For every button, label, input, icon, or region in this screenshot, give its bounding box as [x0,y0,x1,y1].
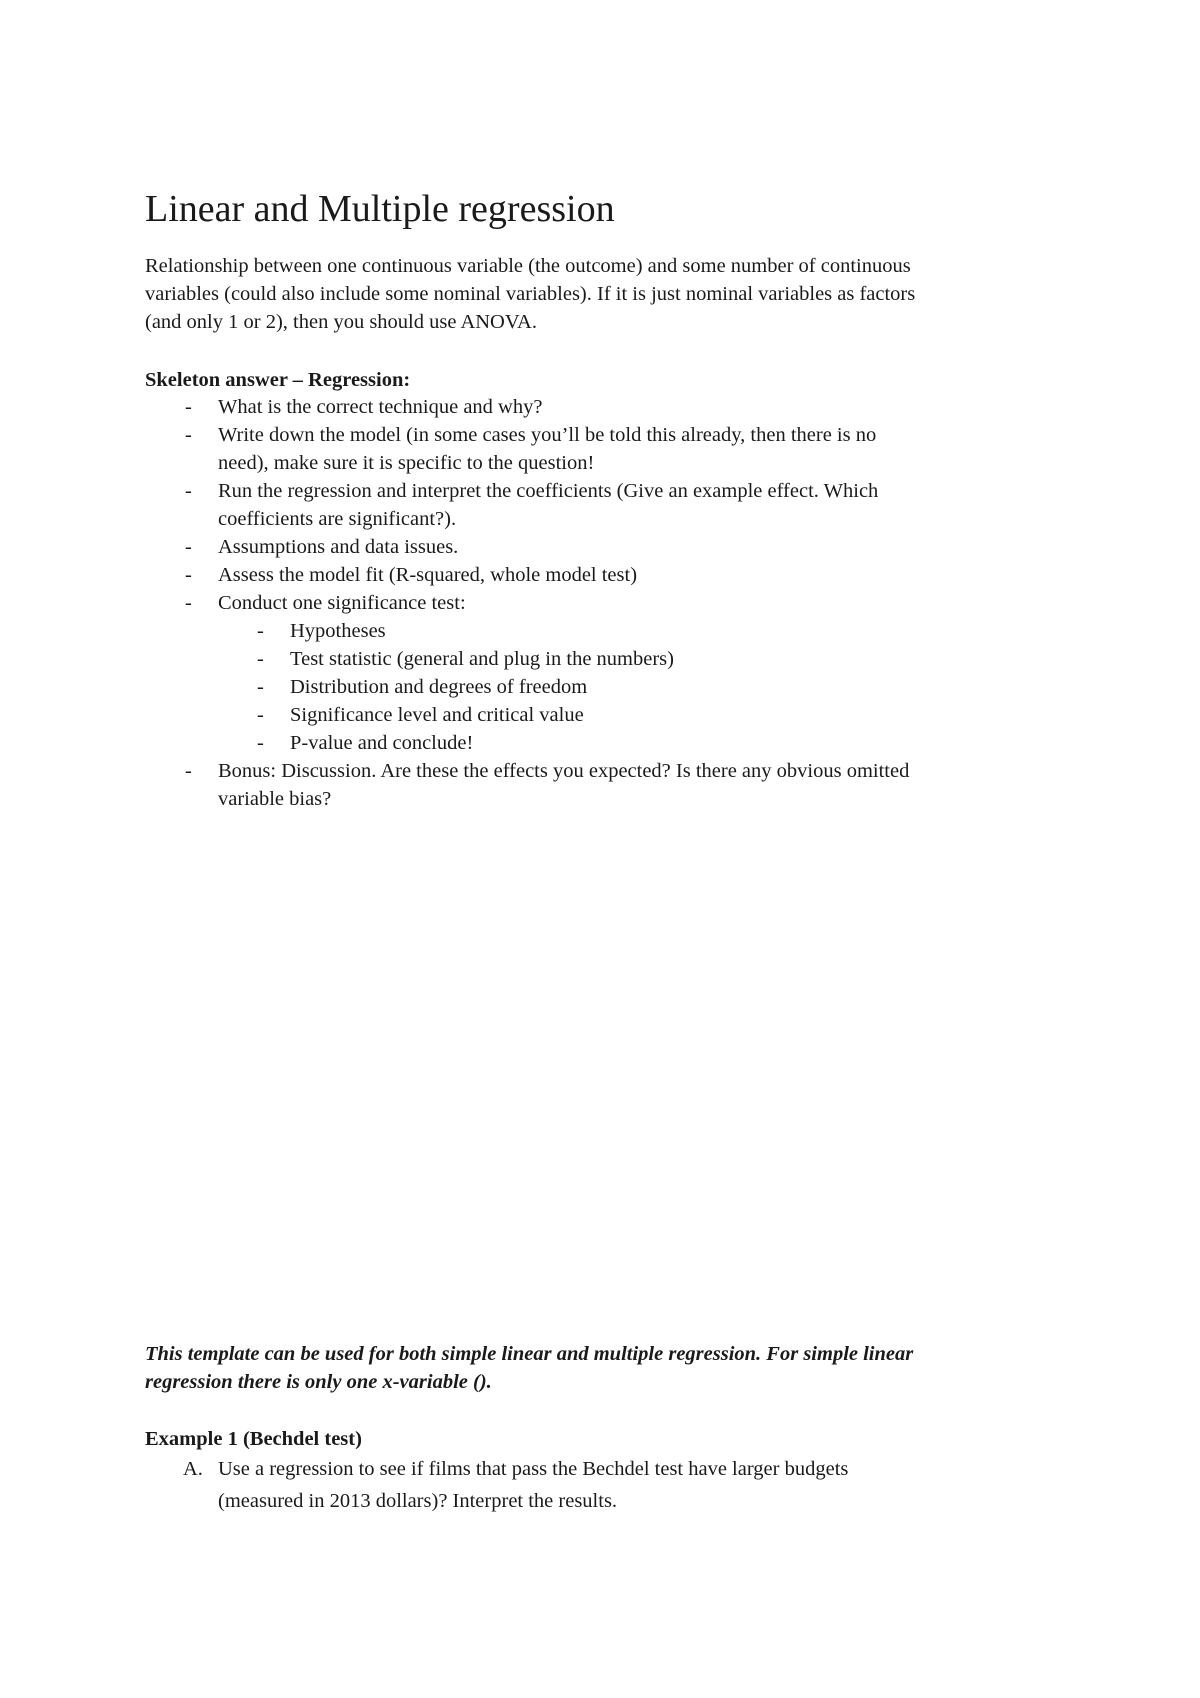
list-item-text: variable bias? [218,788,332,810]
sub-list-item-text: Significance level and critical value [290,704,584,726]
bullet-dash: - [185,592,192,614]
bullet-dash: - [257,648,264,670]
list-item-text: Run the regression and interpret the coefficients (Give an example effect. Which [218,480,879,502]
list-item-text: need), make sure it is specific to the question! [218,452,595,474]
template-note [145,1340,1075,1396]
sub-list-item [0,645,1200,673]
example-item-text [0,1453,1200,1517]
template-note-line: regression there is only one x-variable (). [145,1371,492,1393]
list-item [0,757,1200,813]
template-note-line: This template can be used for both simple linear and multiple regression. For simple linear [145,1343,914,1365]
bullet-dash: - [185,536,192,558]
sub-list-item-text: Hypotheses [290,620,386,642]
list-item [0,477,1200,533]
sub-list-item [0,673,1200,701]
list-item-text: Write down the model (in some cases you’ll be told this already, then there is no [218,424,877,446]
bullet-dash: - [257,676,264,698]
example-item-line: (measured in 2013 dollars)? Interpret the results. [218,1490,618,1512]
list-item [0,393,1200,421]
skeleton-list [0,393,1200,813]
intro-paragraph [145,252,1075,336]
bullet-dash: - [257,704,264,726]
sub-list-item [0,617,1200,645]
list-item-text: coefficients are significant?). [218,508,457,530]
intro-line: variables (could also include some nominal variables). If it is just nominal variables as factors [145,283,916,305]
page-title: Linear and Multiple regression [145,188,615,230]
sub-list-item-text: Test statistic (general and plug in the numbers) [290,648,674,670]
sub-list-item-text: Distribution and degrees of freedom [290,676,588,698]
bullet-dash: - [185,480,192,502]
sub-list-item-text: P-value and conclude! [290,732,474,754]
list-item-text: What is the correct technique and why? [218,396,543,418]
list-item [0,533,1200,561]
example-item-marker: A. [183,1458,203,1480]
list-item-text: Assumptions and data issues. [218,536,459,558]
example-item-line: Use a regression to see if films that pass the Bechdel test have larger budgets [218,1458,849,1480]
bullet-dash: - [185,760,192,782]
bullet-dash: - [185,396,192,418]
bullet-dash: - [257,620,264,642]
sub-list-item [0,701,1200,729]
list-item-text: Assess the model fit (R-squared, whole model test) [218,564,638,586]
sub-list-item [0,729,1200,757]
list-item [0,589,1200,617]
skeleton-heading: Skeleton answer – Regression: [145,369,411,391]
list-item-text: Conduct one significance test: [218,592,466,614]
list-item [0,421,1200,477]
bullet-dash: - [185,564,192,586]
bullet-dash: - [185,424,192,446]
intro-line: Relationship between one continuous variable (the outcome) and some number of continuous [145,255,911,277]
bullet-dash: - [257,732,264,754]
list-item-text: Bonus: Discussion. Are these the effects you expected? Is there any obvious omitted [218,760,910,782]
list-item [0,561,1200,589]
example-list-item [0,1453,1200,1517]
example-heading: Example 1 (Bechdel test) [145,1428,362,1450]
intro-line: (and only 1 or 2), then you should use ANOVA. [145,311,537,333]
